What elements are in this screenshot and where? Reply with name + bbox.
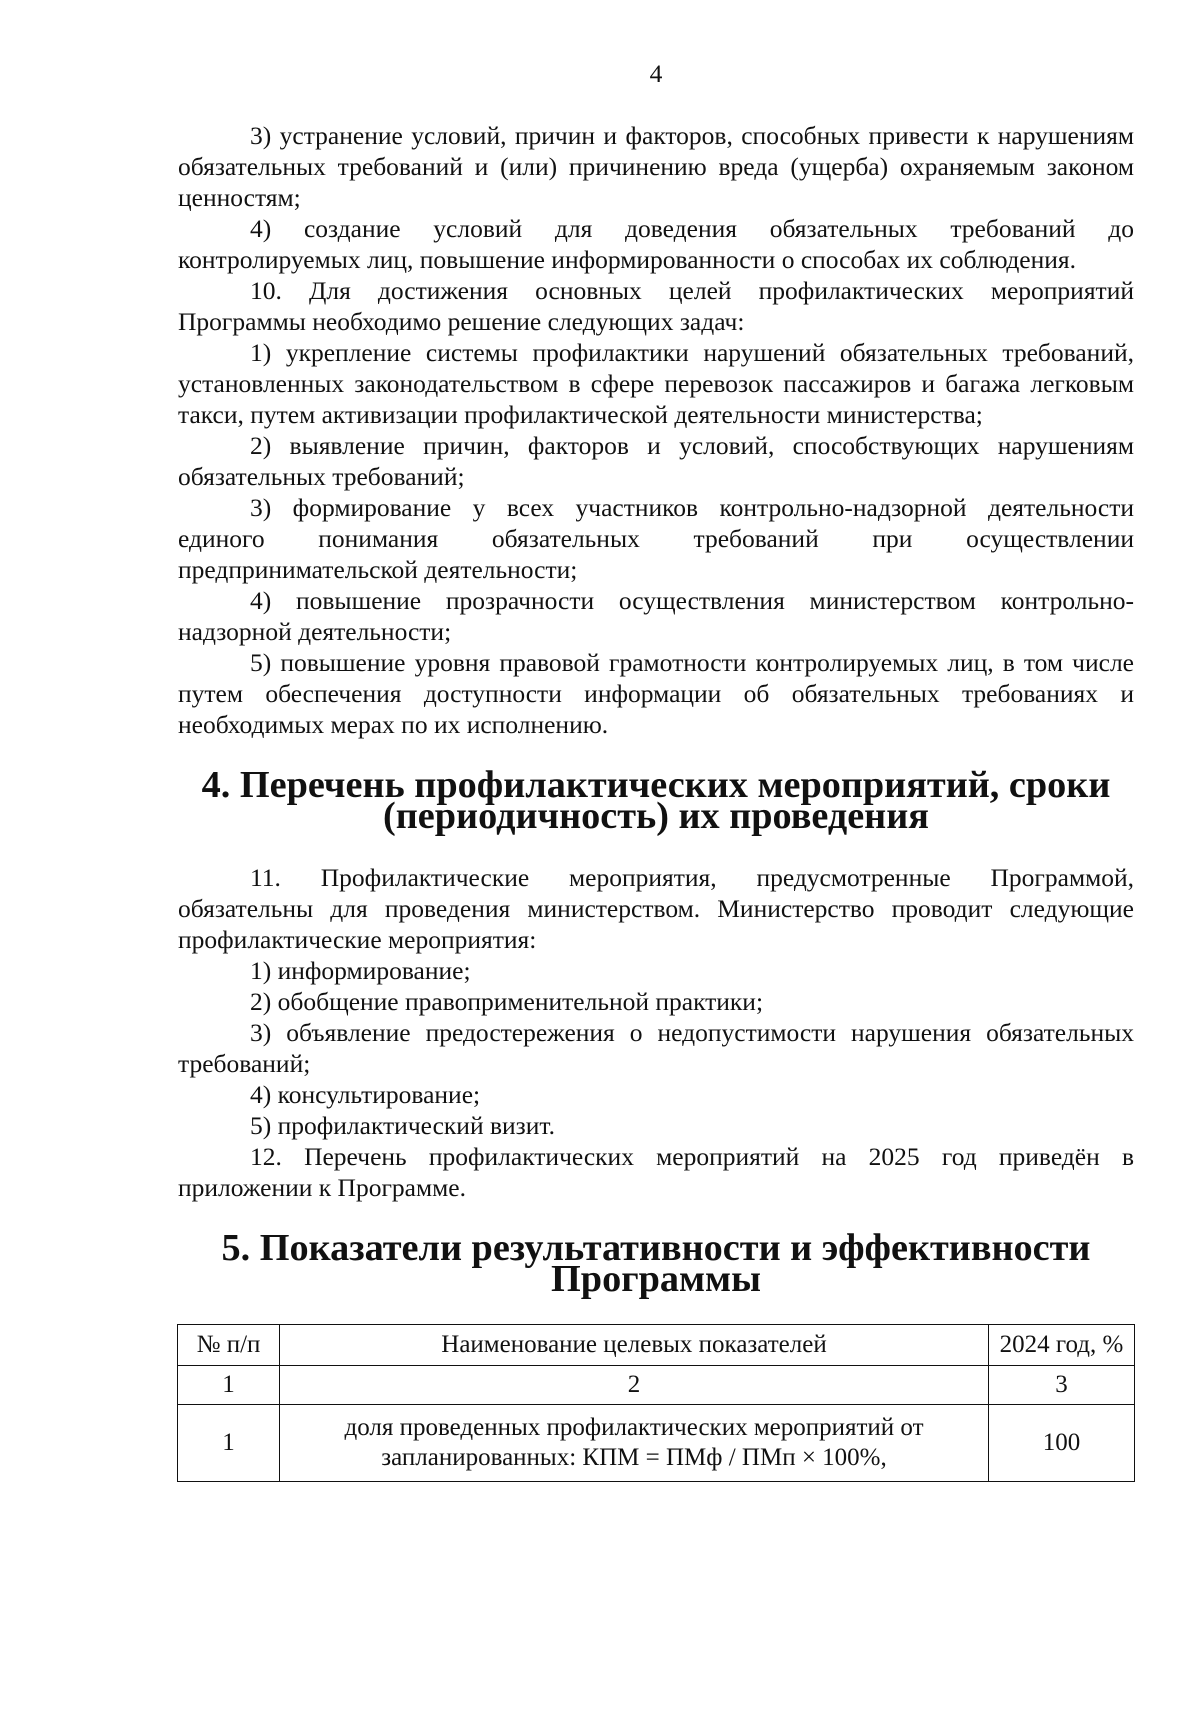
row-value: 100 [989, 1405, 1135, 1482]
row-indicator-name-line2: запланированных: КПМ = ПМф / ПМп × 100%, [381, 1444, 887, 1471]
measure-item-3: 3) объявление предостережения о недопустимости нарушения обязательных требований; [178, 1018, 1134, 1078]
row-indicator-name [280, 1405, 989, 1482]
measure-item-5: 5) профилактический визит. [250, 1111, 555, 1140]
header-year-percent: 2024 год, % [989, 1325, 1135, 1366]
section-5-title-line2: Программы [551, 1258, 761, 1300]
measure-item-1: 1) информирование; [250, 956, 471, 985]
section-4-heading [178, 764, 1134, 837]
row-number: 1 [178, 1405, 280, 1482]
paragraph-task-5: 5) повышение уровня правовой грамотности контролируемых лиц, в том числе путем обеспечения доступности информации об обязательных требованиях и необходимых мерах по их исполнению. [178, 648, 1134, 739]
column-number-3: 3 [989, 1366, 1135, 1405]
section-5-heading [178, 1227, 1134, 1300]
section-5-title-line1: 5. Показатели результативности и эффективности [221, 1227, 1091, 1269]
section-4-title-line1: 4. Перечень профилактических мероприятий, сроки [201, 764, 1111, 806]
paragraph-item-3: 3) устранение условий, причин и факторов, способных привести к нарушениям обязательных требований и (или) причинению вреда (ущерба) охраняемым законом ценностям; [178, 121, 1134, 212]
document-page [178, 58, 1134, 1482]
paragraph-12: 12. Перечень профилактических мероприятий на 2025 год приведён в приложении к Программе. [178, 1142, 1134, 1202]
table-column-number-row [178, 1366, 1135, 1405]
paragraph-10: 10. Для достижения основных целей профилактических мероприятий Программы необходимо решение следующих задач: [178, 276, 1134, 336]
page-number: 4 [649, 59, 663, 88]
row-indicator-name-line1: доля проведенных профилактических мероприятий от [344, 1414, 924, 1441]
column-number-1: 1 [178, 1366, 280, 1405]
measure-item-2: 2) обобщение правоприменительной практики; [250, 987, 764, 1016]
paragraph-task-3: 3) формирование у всех участников контрольно-надзорной деятельности единого понимания обязательных требований при осуществлении предпринимательской деятельности; [178, 493, 1134, 584]
paragraph-task-1: 1) укрепление системы профилактики нарушений обязательных требований, установленных законодательством в сфере перевозок пассажиров и багажа легковым такси, путем активизации профилактической деятельности министерства; [178, 338, 1134, 429]
paragraph-task-2: 2) выявление причин, факторов и условий, способствующих нарушениям обязательных требований; [178, 431, 1134, 491]
table-row [178, 1405, 1135, 1482]
header-indicator-name: Наименование целевых показателей [280, 1325, 989, 1366]
header-number: № п/п [178, 1325, 280, 1366]
paragraph-task-4: 4) повышение прозрачности осуществления министерством контрольно-надзорной деятельности; [178, 586, 1134, 646]
section-4-title-line2: (периодичность) их проведения [383, 795, 929, 837]
measure-item-4: 4) консультирование; [250, 1080, 481, 1109]
table-header-row [178, 1325, 1135, 1366]
paragraph-item-4: 4) создание условий для доведения обязательных требований до контролируемых лиц, повышение информированности о способах их соблюдения. [178, 214, 1134, 274]
indicators-table [177, 1324, 1135, 1482]
paragraph-11: 11. Профилактические мероприятия, предусмотренные Программой, обязательны для проведения министерством. Министерство проводит следующие профилактические мероприятия: [178, 863, 1134, 954]
column-number-2: 2 [280, 1366, 989, 1405]
